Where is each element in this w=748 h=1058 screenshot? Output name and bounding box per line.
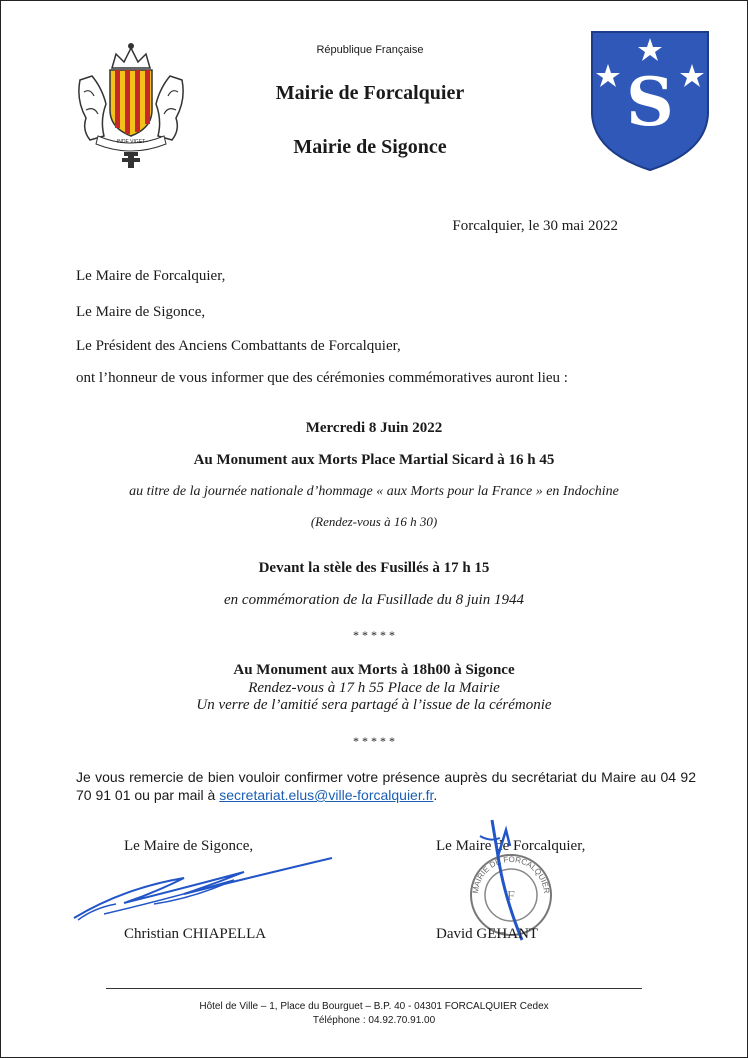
shield-letter: S — [626, 63, 674, 141]
ceremony-1-rendezvous: (Rendez-vous à 16 h 30) — [310, 514, 438, 529]
separator-1: * * * * * — [353, 628, 395, 642]
ceremony-2-title: Devant la stèle des Fusillés à 17 h 15 — [258, 560, 490, 576]
sender-mayor-forcalquier: Le Maire de Forcalquier, — [76, 268, 226, 284]
footer — [100, 1000, 648, 1028]
stamp-letter: F — [507, 889, 515, 904]
ceremony-1-title: Au Monument aux Morts Place Martial Sicard à 16 h 45 — [193, 452, 555, 468]
right-signatory-title: Le Maire de Forcalquier, — [436, 838, 586, 854]
mairie-forcalquier-title: Mairie de Forcalquier — [275, 82, 465, 104]
republique-label: République Française — [316, 44, 424, 56]
intro-text: ont l’honneur de vous informer que des cérémonies commémoratives auront lieu : — [76, 370, 568, 386]
left-signatory-name: Christian CHIAPELLA — [124, 926, 267, 942]
ceremony-3-note: Un verre de l’amitié sera partagé à l’issue de la cérémonie — [196, 697, 552, 713]
signature-chiapella-icon — [64, 848, 344, 928]
stamp-text: MAIRIE DE FORCALQUIER — [470, 854, 552, 895]
left-signatory-title: Le Maire de Sigonce, — [124, 838, 254, 854]
email-link[interactable]: secretariat.elus@ville-forcalquier.fr — [219, 787, 434, 803]
sender-mayor-sigonce: Le Maire de Sigonce, — [76, 304, 206, 320]
ceremony-3-title: Au Monument aux Morts à 18h00 à Sigonce — [233, 662, 515, 678]
crest-motto: INDE VIGET — [116, 139, 146, 145]
ceremony-3-rendezvous: Rendez-vous à 17 h 55 Place de la Mairie — [248, 680, 500, 696]
footer-divider — [106, 988, 642, 989]
footer-address: Hôtel de Ville – 1, Place du Bourguet – B.P. 40 - 04301 FORCALQUIER Cedex — [199, 1001, 549, 1012]
ceremony-1-description: au titre de la journée nationale d’hommage « aux Morts pour la France » en Indochine — [129, 484, 619, 499]
confirmation-paragraph — [76, 768, 696, 804]
sender-veterans-president: Le Président des Anciens Combattants de Forcalquier, — [76, 338, 401, 354]
footer-phone: Téléphone : 04.92.70.91.00 — [312, 1015, 436, 1026]
confirmation-end: . — [433, 787, 438, 803]
event-date: Mercredi 8 Juin 2022 — [305, 420, 443, 436]
right-signatory-name: David GEHANT — [436, 926, 539, 942]
confirmation-text: Je vous remercie de bien vouloir confirmer votre présence auprès du secrétariat du Maire au 04 92 70 91 01 ou par mail à — [76, 769, 696, 803]
mairie-sigonce-title: Mairie de Sigonce — [293, 136, 447, 158]
date-line: Forcalquier, le 30 mai 2022 — [452, 218, 618, 234]
forcalquier-crest-icon — [72, 40, 190, 175]
ceremony-2-description: en commémoration de la Fusillade du 8 juin 1944 — [224, 592, 524, 608]
separator-2: * * * * * — [353, 734, 395, 748]
